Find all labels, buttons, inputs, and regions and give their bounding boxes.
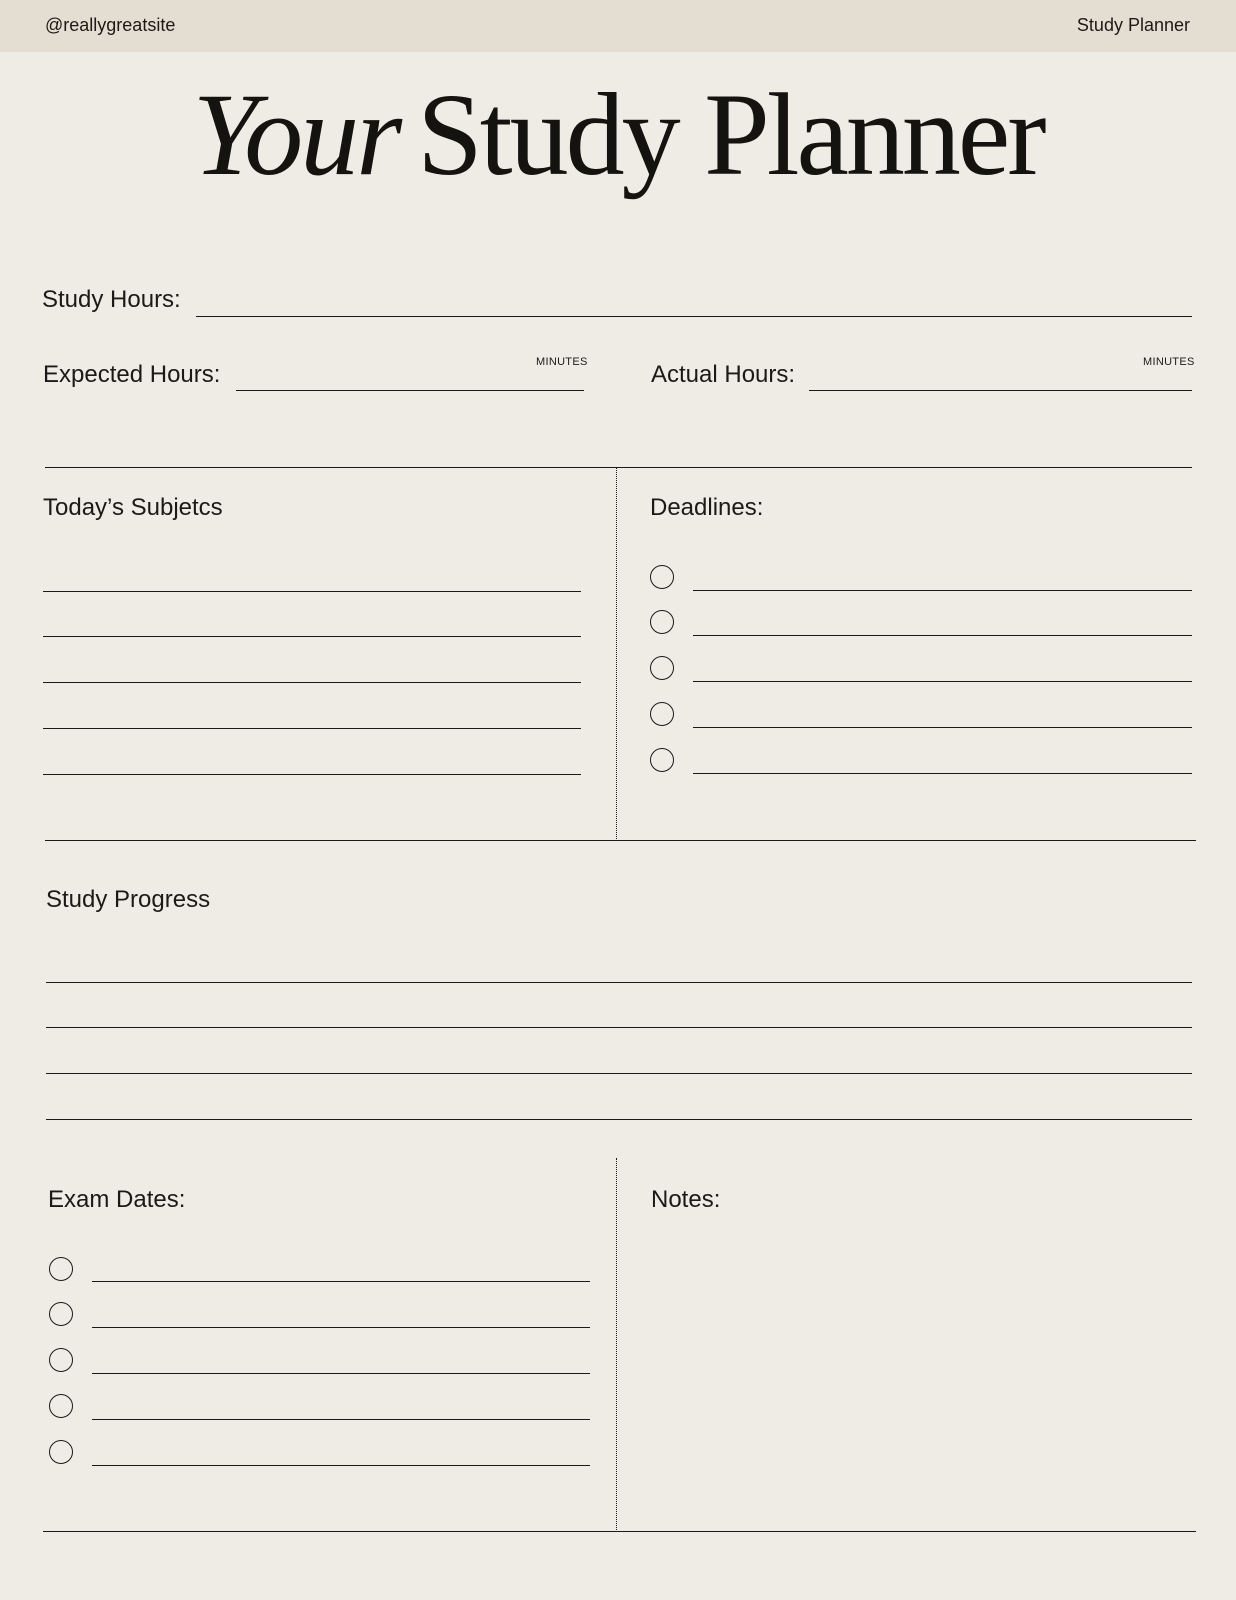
exam-date-checkbox[interactable] [49, 1348, 73, 1372]
exam-date-checkbox[interactable] [49, 1257, 73, 1281]
exam-date-checkbox[interactable] [49, 1394, 73, 1418]
deadline-line[interactable] [693, 727, 1192, 728]
actual-hours-field[interactable] [809, 390, 1192, 391]
subject-line[interactable] [43, 636, 581, 637]
site-handle: @reallygreatsite [45, 15, 176, 35]
deadline-checkbox[interactable] [650, 656, 674, 680]
exam-dates-heading: Exam Dates: [48, 1186, 186, 1213]
deadline-checkbox[interactable] [650, 565, 674, 589]
progress-line[interactable] [46, 982, 1192, 983]
expected-hours-field[interactable] [236, 390, 584, 391]
progress-line[interactable] [46, 1073, 1192, 1074]
exam-date-line[interactable] [92, 1281, 590, 1282]
exam-date-line[interactable] [92, 1373, 590, 1374]
progress-line[interactable] [46, 1027, 1192, 1028]
column-divider [616, 1158, 617, 1530]
subjects-heading: Today’s Subjetcs [43, 494, 223, 521]
expected-minutes-unit: MINUTES [536, 356, 588, 368]
section-divider [45, 467, 1192, 468]
exam-date-line[interactable] [92, 1465, 590, 1466]
exam-date-line[interactable] [92, 1419, 590, 1420]
page-title [0, 70, 1236, 200]
exam-date-checkbox[interactable] [49, 1440, 73, 1464]
notes-heading: Notes: [651, 1186, 721, 1213]
bottom-divider [43, 1531, 1196, 1532]
subject-line[interactable] [43, 591, 581, 592]
title-rest: Study Planner [417, 69, 1044, 200]
column-divider [616, 468, 617, 839]
study-hours-field[interactable] [196, 316, 1192, 317]
deadline-line[interactable] [693, 635, 1192, 636]
actual-minutes-unit: MINUTES [1143, 356, 1195, 368]
title-italic-word: Your [192, 69, 400, 200]
document-label: Study Planner [1076, 15, 1190, 35]
deadline-checkbox[interactable] [650, 702, 674, 726]
notes-area[interactable] [640, 1220, 1192, 1520]
exam-date-line[interactable] [92, 1327, 590, 1328]
subject-line[interactable] [43, 728, 581, 729]
subject-line[interactable] [43, 774, 581, 775]
study-hours-label: Study Hours: [42, 286, 181, 313]
deadline-checkbox[interactable] [650, 748, 674, 772]
deadlines-heading: Deadlines: [650, 494, 764, 521]
progress-heading: Study Progress [46, 886, 211, 913]
deadline-line[interactable] [693, 773, 1192, 774]
progress-line[interactable] [46, 1119, 1192, 1120]
deadline-checkbox[interactable] [650, 610, 674, 634]
top-bar [0, 0, 1236, 52]
deadline-line[interactable] [693, 590, 1192, 591]
deadline-line[interactable] [693, 681, 1192, 682]
subject-line[interactable] [43, 682, 581, 683]
exam-date-checkbox[interactable] [49, 1302, 73, 1326]
section-divider [45, 840, 1196, 841]
actual-hours-label: Actual Hours: [651, 361, 796, 388]
expected-hours-label: Expected Hours: [43, 361, 221, 388]
